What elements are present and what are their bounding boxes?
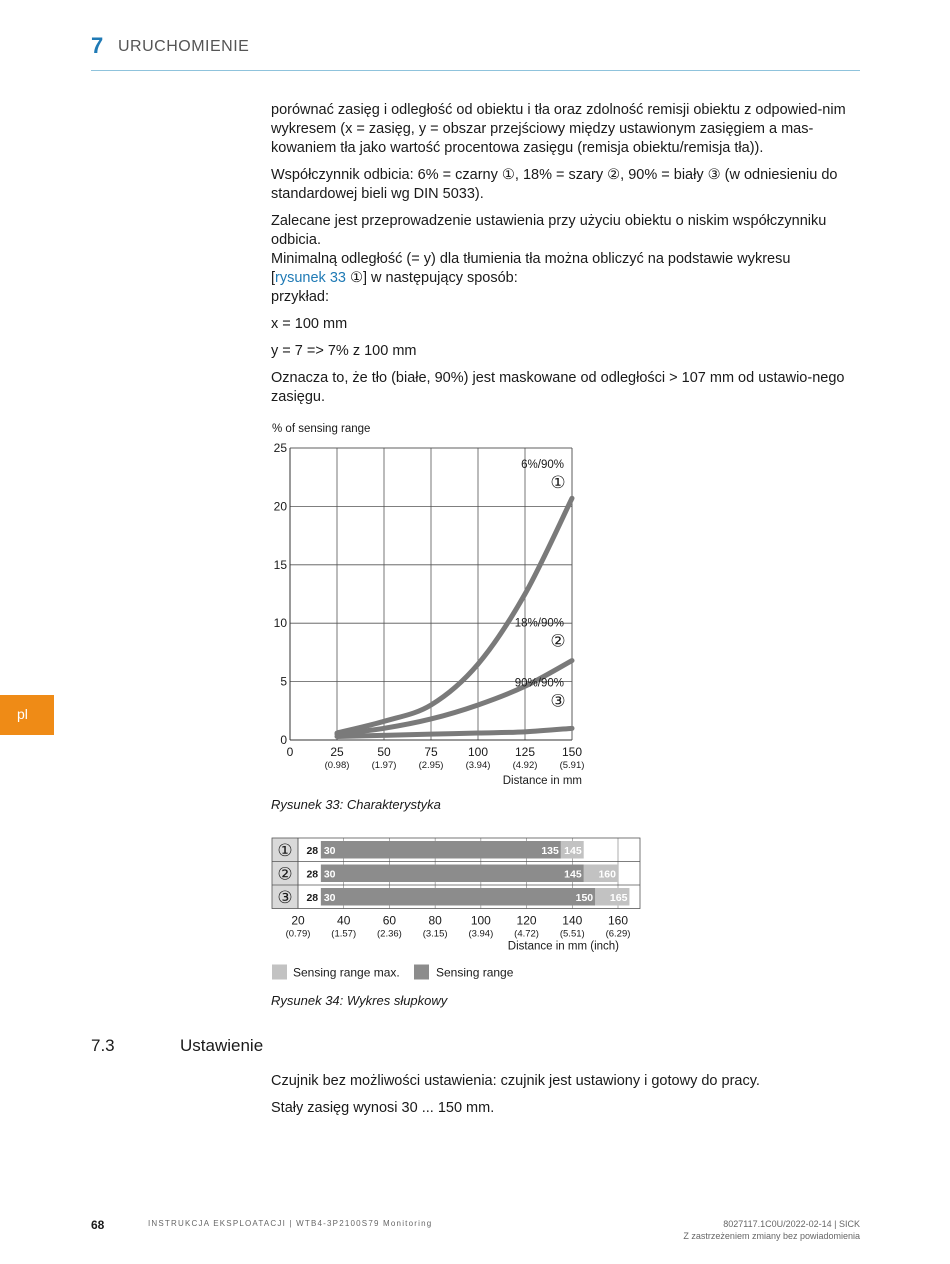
figure-34-caption: Rysunek 34: Wykres słupkowy [271, 993, 448, 1008]
x-tick-inch-label: (3.94) [465, 760, 491, 771]
x-axis-label: Distance in mm (inch) [507, 940, 619, 953]
x-tick-label: 0 [286, 745, 294, 759]
bar-range-start-label: 30 [323, 868, 336, 881]
x-tick-inch-label: (5.51) [559, 928, 585, 940]
y-tick-label: 25 [273, 441, 287, 455]
legend-swatch-range [414, 965, 429, 980]
x-tick-inch-label: (4.72) [514, 928, 539, 940]
bar-start-label: 28 [306, 844, 319, 857]
x-tick-inch-label: (3.94) [468, 928, 494, 940]
sensing-range-bar-chart [262, 832, 662, 987]
x-tick-label: 75 [424, 745, 438, 759]
x-tick-inch-label: (0.98) [324, 760, 350, 771]
footer-right [683, 1218, 860, 1242]
bar-max-end-label: 165 [609, 891, 628, 904]
x-tick-inch-label: (2.36) [377, 928, 402, 940]
footer-doc-title: INSTRUKCJA EKSPLOATACJI | WTB4-3P2100S79 Monitoring [148, 1219, 433, 1228]
series-marker: ① [550, 473, 566, 493]
series-label: 90%/90% [514, 677, 564, 690]
x-tick-label: 120 [516, 913, 537, 928]
bar-start-label: 28 [306, 868, 319, 881]
intro-text [271, 101, 861, 407]
footer-doc-id: 8027117.1C0U/2022-02-14 | SICK [723, 1219, 860, 1229]
x-tick-label: 80 [428, 913, 442, 928]
bar-max-end-label: 145 [564, 844, 582, 857]
paragraph-reflectance: Współczynnik odbicia: 6% = czarny ①, 18% = szary ②, 90% = biały ③ (w odniesieniu do standardowej bieli wg DIN 5033). [271, 167, 838, 202]
paragraph-example: przykład: [271, 289, 330, 305]
x-tick-label: 125 [514, 745, 536, 759]
row-marker: ② [277, 864, 293, 884]
bar-start-label: 28 [306, 891, 319, 904]
legend-label-max: Sensing range max. [293, 965, 400, 980]
y-tick-label: 20 [273, 499, 287, 514]
x-tick-label: 60 [382, 913, 397, 928]
figure-33-link[interactable]: rysunek 33 [275, 270, 346, 286]
row-marker: ① [277, 840, 293, 860]
section-paragraph-1: Czujnik bez możliwości ustawienia: czujnik jest ustawiony i gotowy do pracy. [271, 1073, 760, 1089]
x-tick-label: 40 [337, 913, 351, 928]
x-tick-inch-label: (1.57) [331, 928, 357, 940]
bar-range [321, 841, 561, 859]
paragraph-x-value: x = 100 mm [271, 316, 348, 332]
bar-range [321, 888, 595, 906]
section-number: 7.3 [91, 1036, 115, 1055]
bar-max-end-label: 160 [598, 868, 616, 881]
characteristic-line-chart [262, 418, 602, 796]
row-marker: ③ [277, 887, 293, 907]
bar-range-start-label: 30 [323, 844, 336, 857]
bar-range [321, 865, 584, 883]
series-label: 18%/90% [514, 617, 564, 630]
x-tick-inch-label: (6.29) [605, 928, 631, 940]
section-paragraph-2: Stały zasięg wynosi 30 ... 150 mm. [271, 1100, 495, 1116]
footer-notice: Z zastrzeżeniem zmiany bez powiadomienia [683, 1231, 860, 1241]
paragraph-min-distance: Minimalną odległość (= y) dla tłumienia tła można obliczyć na podstawie wykresu [271, 251, 791, 267]
y-axis-label: % of sensing range [272, 423, 371, 435]
page-number: 68 [91, 1218, 105, 1232]
bar-range-end-label: 145 [564, 868, 582, 881]
figure-33-caption: Rysunek 33: Charakterystyka [271, 797, 441, 812]
x-tick-label: 160 [607, 913, 629, 928]
section-title: Ustawienie [180, 1036, 264, 1055]
x-tick-label: 25 [330, 745, 344, 759]
x-axis-label: Distance in mm [502, 775, 582, 787]
curve-series-1 [337, 498, 572, 733]
legend-swatch-max [272, 965, 287, 980]
x-tick-inch-label: (2.95) [418, 760, 444, 771]
language-tab: pl [0, 695, 54, 735]
bar-range-start-label: 30 [323, 891, 336, 904]
paragraph-y-value: y = 7 => 7% z 100 mm [271, 343, 417, 359]
y-tick-label: 15 [273, 557, 287, 572]
section-text [271, 1072, 861, 1118]
paragraph-figure-ref: [rysunek 33 ①] w następujący sposób: [271, 270, 518, 286]
series-marker: ③ [550, 691, 566, 711]
x-tick-label: 100 [467, 745, 489, 759]
paragraph-conclusion: Oznacza to, że tło (białe, 90%) jest maskowane od odległości > 107 mm od ustawio-nego zasięgu. [271, 370, 845, 405]
x-tick-inch-label: (5.91) [559, 760, 585, 771]
legend-label-range: Sensing range [436, 965, 514, 980]
x-tick-inch-label: (1.97) [371, 760, 397, 771]
page-header [91, 30, 860, 71]
chapter-number: 7 [91, 33, 104, 58]
x-tick-label: 140 [562, 913, 583, 928]
x-tick-label: 50 [377, 745, 391, 759]
x-tick-label: 20 [291, 913, 305, 928]
paragraph-recommendation: Zalecane jest przeprowadzenie ustawienia przy użyciu obiektu o niskim współczynniku odbicia. [271, 213, 827, 248]
x-tick-inch-label: (4.92) [512, 760, 538, 771]
bar-range-end-label: 150 [575, 891, 594, 904]
y-tick-label: 5 [280, 674, 287, 689]
series-label: 6%/90% [521, 459, 564, 472]
series-marker: ② [550, 631, 566, 651]
chapter-title: URUCHOMIENIE [118, 38, 250, 55]
x-tick-inch-label: (0.79) [285, 928, 311, 940]
paragraph-comparison: porównać zasięg i odległość od obiektu i tła oraz zdolność remisji obiektu z odpowied-nim wykresem (x = zasięg, y = obszar przejściowy między ustawionym zasięgiem a mas-kowaniem tła jako wartość procentowa zasięgu (remisja obiektu/remisja tła)). [271, 102, 846, 156]
y-tick-label: 10 [273, 616, 287, 631]
x-tick-label: 150 [561, 745, 583, 759]
x-tick-label: 100 [470, 913, 491, 928]
x-tick-inch-label: (3.15) [422, 928, 448, 940]
y-tick-label: 0 [280, 733, 287, 747]
bar-range-end-label: 135 [541, 844, 559, 857]
